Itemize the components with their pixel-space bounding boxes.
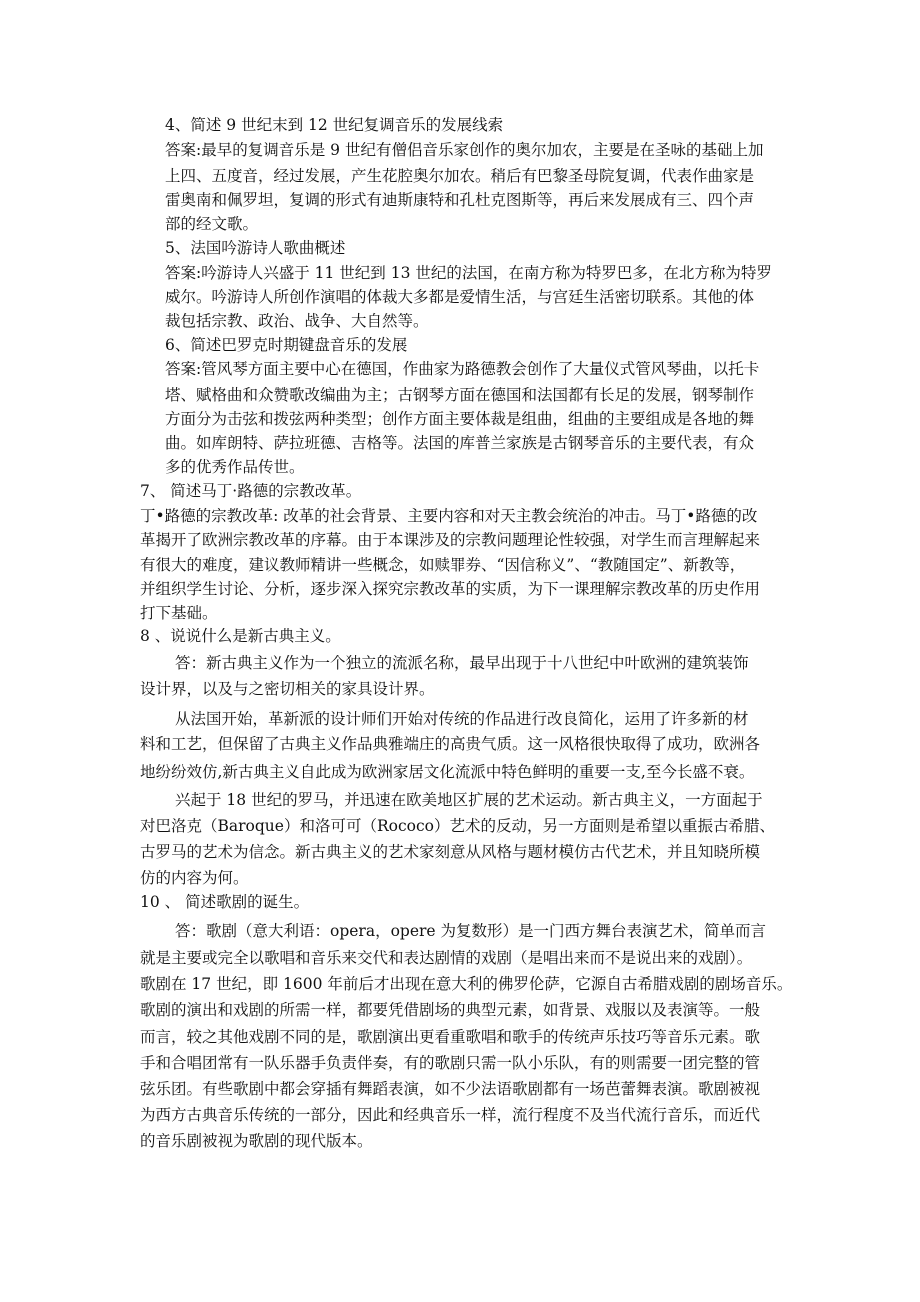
answer-5-line: 答案:吟游诗人兴盛于 11 世纪到 13 世纪的法国，在南方称为特罗巴多，在北方称为特罗	[165, 264, 772, 282]
question-7-title: 7、 简述马丁·路德的宗教改革。	[140, 482, 362, 500]
answer-8-line: 从法国开始，革新派的设计师们开始对传统的作品进行改良简化，运用了许多新的材	[175, 710, 749, 728]
answer-4-line: 雷奥南和佩罗坦，复调的形式有迪斯康特和孔杜克图斯等，再后来发展成有三、四个声	[165, 191, 755, 209]
answer-8-line: 仿的内容为何。	[140, 869, 249, 887]
answer-6-line: 方面分为击弦和拨弦两种类型；创作方面主要体裁是组曲，组曲的主要组成是各地的舞	[165, 410, 755, 428]
answer-10-line: 歌剧的演出和戏剧的所需一样，都要凭借剧场的典型元素，如背景、戏服以及表演等。一般	[140, 1001, 761, 1019]
answer-10-line: 弦乐团。有些歌剧中都会穿插有舞蹈表演，如不少法语歌剧都有一场芭蕾舞表演。歌剧被视	[140, 1080, 761, 1098]
answer-4-line: 部的经文歌。	[165, 215, 259, 233]
answer-5-line: 裁包括宗教、政治、战争、大自然等。	[165, 312, 429, 330]
answer-10-line: 为西方古典音乐传统的一部分，因此和经典音乐一样，流行程度不及当代流行音乐，而近代	[140, 1106, 761, 1124]
answer-8-line: 兴起于 18 世纪的罗马，并迅速在欧美地区扩展的艺术运动。新古典主义，一方面起于	[175, 791, 763, 809]
answer-10-line: 手和合唱团常有一队乐器手负责伴奏，有的歌剧只需一队小乐队，有的则需要一团完整的管	[140, 1054, 761, 1072]
answer-8-line: 对巴洛克（Baroque）和洛可可（Rococo）艺术的反动，另一方面则是希望以重振古希腊、	[140, 817, 775, 835]
answer-10-line: 歌剧在 17 世纪，即 1600 年前后才出现在意大利的佛罗伦萨，它源自古希腊戏剧的剧场音乐。	[140, 975, 793, 993]
answer-10-line: 的音乐剧被视为歌剧的现代版本。	[140, 1132, 373, 1150]
answer-8-line: 料和工艺，但保留了古典主义作品典雅端庄的高贵气质。这一风格很快取得了成功，欧洲各	[140, 735, 761, 753]
answer-10-line: 答：歌剧（意大利语：opera，opere 为复数形）是一门西方舞台表演艺术，简单而言	[175, 922, 767, 940]
answer-6-line: 答案:管风琴方面主要中心在德国，作曲家为路德教会创作了大量仪式管风琴曲，以托卡	[165, 360, 760, 378]
question-5-title: 5、法国吟游诗人歌曲概述	[165, 239, 346, 257]
answer-8-line: 古罗马的艺术为信念。新古典主义的艺术家刻意从风格与题材模仿古代艺术，并且知晓所模	[140, 843, 761, 861]
answer-7-line: 并组织学生讨论、分析，逐步深入探究宗教改革的实质，为下一课理解宗教改革的历史作用	[140, 580, 761, 598]
question-8-title: 8 、说说什么是新古典主义。	[140, 627, 341, 645]
question-10-title: 10 、 简述歌剧的诞生。	[140, 893, 310, 911]
answer-8-line: 设计界，以及与之密切相关的家具设计界。	[140, 680, 435, 698]
answer-7-line: 丁•路德的宗教改革: 改革的社会背景、主要内容和对天主教会统治的冲击。马丁•路德的改	[140, 507, 758, 525]
answer-4-line: 上四、五度音，经过发展，产生花腔奥尔加农。稍后有巴黎圣母院复调，代表作曲家是	[165, 167, 755, 185]
answer-4-line: 答案:最早的复调音乐是 9 世纪有僧侣音乐家创作的奥尔加农，主要是在圣咏的基础上加	[165, 141, 764, 159]
answer-6-line: 塔、赋格曲和众赞歌改编曲为主；古钢琴方面在德国和法国都有长足的发展，钢琴制作	[165, 386, 755, 404]
answer-7-line: 打下基础。	[140, 604, 218, 622]
question-4-title: 4、简述 9 世纪末到 12 世纪复调音乐的发展线索	[165, 116, 504, 134]
question-6-title: 6、简述巴罗克时期键盘音乐的发展	[165, 336, 408, 354]
answer-10-line: 就是主要或完全以歌唱和音乐来交代和表达剧情的戏剧（是唱出来而不是说出来的戏剧）。	[140, 949, 753, 967]
answer-5-line: 威尔。吟游诗人所创作演唱的体裁大多都是爱情生活，与宫廷生活密切联系。其他的体	[165, 288, 755, 306]
answer-7-line: 革揭开了欧洲宗教改革的序幕。由于本课涉及的宗教问题理论性较强，对学生而言理解起来	[140, 531, 761, 549]
answer-6-line: 多的优秀作品传世。	[165, 458, 305, 476]
answer-8-line: 答：新古典主义作为一个独立的流派名称，最早出现于十八世纪中叶欧洲的建筑装饰	[175, 654, 749, 672]
answer-10-line: 而言，较之其他戏剧不同的是，歌剧演出更看重歌唱和歌手的传统声乐技巧等音乐元素。歌	[140, 1028, 761, 1046]
answer-8-line: 地纷纷效仿,新古典主义自此成为欧洲家居文化流派中特色鲜明的重要一支,至今长盛不衰。	[140, 763, 755, 781]
answer-6-line: 曲。如库朗特、萨拉班德、吉格等。法国的库普兰家族是古钢琴音乐的主要代表，有众	[165, 434, 755, 452]
answer-7-line: 有很大的难度，建议教师精讲一些概念，如赎罪券、“因信称义”、“教随国定”、新教等，	[140, 556, 746, 574]
